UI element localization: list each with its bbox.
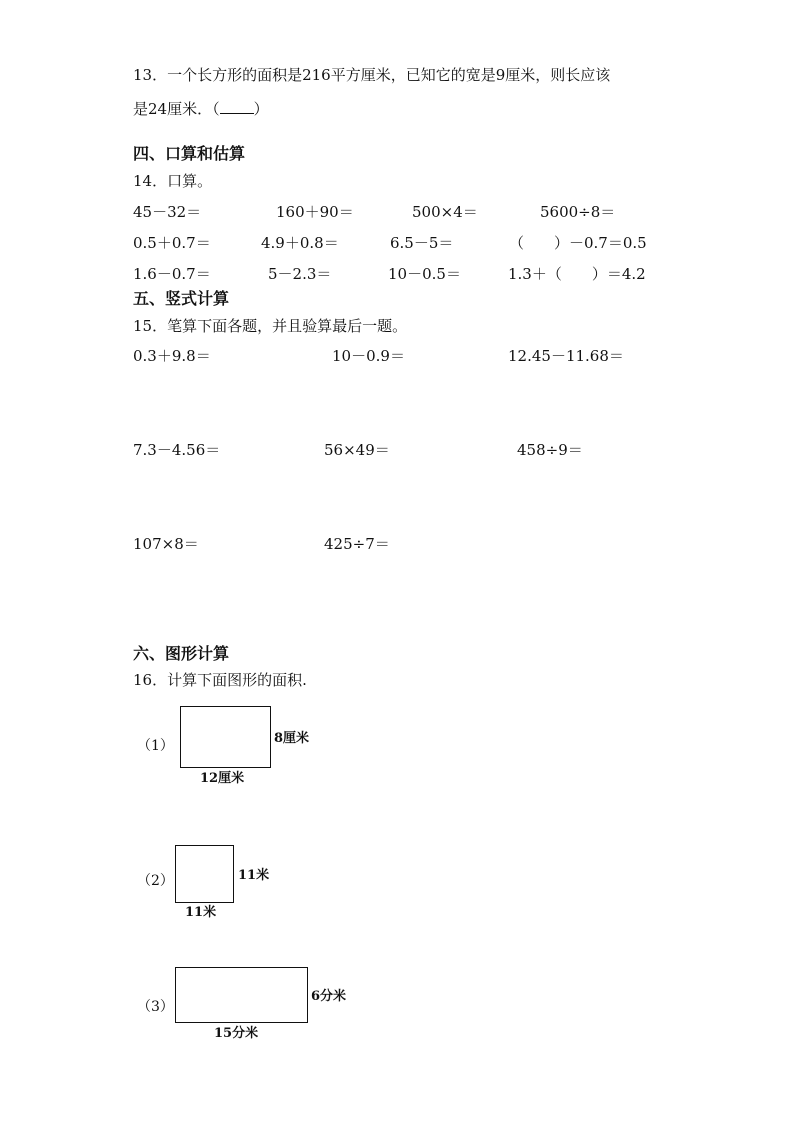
q13-line2-text: 是24厘米．（ — [133, 100, 220, 118]
vertical-calc-item: 458÷9＝ — [517, 441, 583, 459]
oral-calc-item: 0.5＋0.7＝ — [133, 234, 211, 252]
q13-line2 — [133, 101, 269, 117]
figure-2-side-label: 11米 — [238, 868, 270, 883]
figure-1-label: （1） — [137, 738, 174, 754]
oral-calc-item: 6.5－5＝ — [390, 234, 454, 252]
vertical-calc-item: 107×8＝ — [133, 535, 199, 553]
q14-title: 14．口算。 — [133, 172, 213, 190]
vertical-calc-item: 425÷7＝ — [324, 535, 390, 553]
oral-calc-item: 4.9＋0.8＝ — [261, 234, 339, 252]
vertical-calc-item: 10－0.9＝ — [332, 347, 405, 365]
figure-3-label: （3） — [137, 999, 174, 1015]
figure-3-side-label: 6分米 — [311, 989, 347, 1004]
oral-calc-item: 500×4＝ — [412, 203, 478, 221]
q13-line2-end: ） — [253, 100, 269, 118]
oral-calc-item: 10－0.5＝ — [388, 265, 461, 283]
vertical-calc-item: 12.45－11.68＝ — [508, 347, 624, 365]
oral-calc-item: 5－2.3＝ — [268, 265, 332, 283]
figure-2-square — [175, 845, 234, 903]
vertical-calc-item: 56×49＝ — [324, 441, 390, 459]
figure-1-rectangle — [180, 706, 271, 768]
section5-heading: 五、竖式计算 — [133, 289, 230, 308]
figure-1-side-label: 8厘米 — [274, 731, 310, 746]
oral-calc-item: 5600÷8＝ — [540, 203, 616, 221]
oral-calc-item: 160＋90＝ — [276, 203, 354, 221]
section6-heading: 六、图形计算 — [133, 644, 230, 663]
oral-calc-item: 1.6－0.7＝ — [133, 265, 211, 283]
figure-3-rectangle — [175, 967, 308, 1023]
figure-2-bottom-label: 11米 — [185, 905, 217, 920]
figure-1-bottom-label: 12厘米 — [200, 771, 245, 786]
q15-title: 15．笔算下面各题，并且验算最后一题。 — [133, 317, 408, 335]
section4-heading: 四、口算和估算 — [133, 144, 246, 163]
figure-3-bottom-label: 15分米 — [214, 1026, 259, 1041]
figure-2-label: （2） — [137, 873, 174, 889]
oral-calc-item: 1.3＋（ ）＝4.2 — [508, 265, 646, 283]
vertical-calc-item: 7.3－4.56＝ — [133, 441, 221, 459]
q13-line1: 13．一个长方形的面积是216平方厘米，已知它的宽是9厘米，则长应该 — [133, 66, 611, 84]
oral-calc-item: 45－32＝ — [133, 203, 202, 221]
q16-title: 16．计算下面图形的面积. — [133, 671, 307, 689]
vertical-calc-item: 0.3＋9.8＝ — [133, 347, 211, 365]
oral-calc-item: （ ）－0.7＝0.5 — [509, 234, 647, 252]
answer-blank[interactable] — [220, 101, 254, 114]
